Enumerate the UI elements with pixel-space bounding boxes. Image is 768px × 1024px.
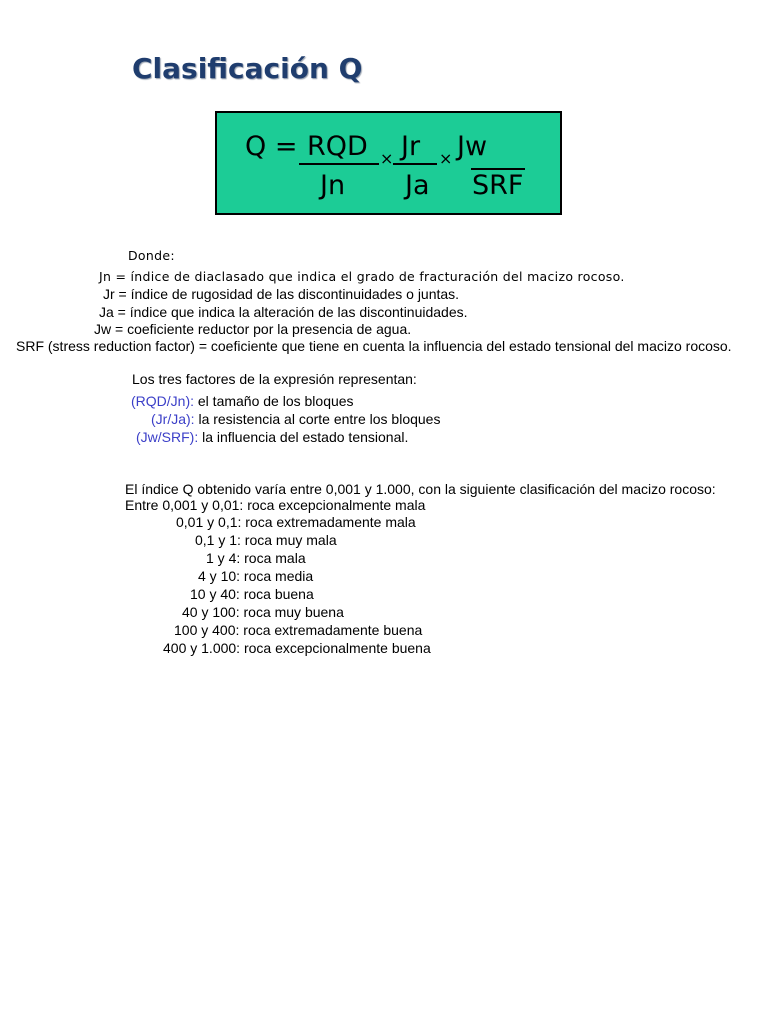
definition-jw: Jw = coeficiente reductor por la presencia de agua. <box>94 321 412 337</box>
factor-desc: la influencia del estado tensional. <box>198 429 409 445</box>
factor-item <box>131 393 354 409</box>
times-sign-1: × <box>380 149 394 168</box>
fraction-line-rqd-jn <box>299 163 379 165</box>
factor-item <box>136 429 408 445</box>
definition-srf: SRF (stress reduction factor) = coeficiente que tiene en cuenta la influencia del estado tensional del macizo rocoso. <box>16 338 732 354</box>
jr-numerator: Jr <box>401 131 421 162</box>
factor-item <box>151 411 440 427</box>
classification-row: 100 y 400: roca extremadamente buena <box>174 622 423 638</box>
classification-row: Entre 0,001 y 0,01: roca excepcionalmente mala <box>125 497 426 513</box>
ja-denominator: Ja <box>405 170 430 201</box>
factor-term: (Jr/Ja): <box>151 411 195 427</box>
definition-jr: Jr = índice de rugosidad de las discontinuidades o juntas. <box>103 286 460 302</box>
classification-intro: El índice Q obtenido varía entre 0,001 y 1.000, con la siguiente clasificación del macizo rocoso: <box>125 481 716 497</box>
q-equals: Q = <box>245 131 298 162</box>
definition-jn: Jn = índice de diaclasado que indica el grado de fracturación del macizo rocoso. <box>99 269 625 284</box>
rqd-numerator: RQD <box>307 131 368 162</box>
factor-term: (Jw/SRF): <box>136 429 199 445</box>
srf-denominator: SRF <box>472 170 524 201</box>
classification-row: 10 y 40: roca buena <box>190 586 314 602</box>
classification-row: 1 y 4: roca mala <box>206 550 306 566</box>
jn-denominator: Jn <box>320 170 346 201</box>
donde-label: Donde: <box>128 248 175 263</box>
fraction-line-jr-ja <box>393 163 437 165</box>
factor-term: (RQD/Jn): <box>131 393 194 409</box>
jw-numerator: Jw <box>457 131 488 162</box>
classification-row: 0,01 y 0,1: roca extremadamente mala <box>176 514 416 530</box>
definition-ja: Ja = índice que indica la alteración de las discontinuidades. <box>99 304 468 320</box>
q-formula-box <box>215 111 562 215</box>
page-title: Clasificación Q <box>132 52 363 85</box>
classification-row: 40 y 100: roca muy buena <box>182 604 344 620</box>
classification-row: 0,1 y 1: roca muy mala <box>195 532 337 548</box>
times-sign-2: × <box>439 149 453 168</box>
factor-desc: el tamaño de los bloques <box>194 393 354 409</box>
factors-intro: Los tres factores de la expresión representan: <box>132 371 417 387</box>
classification-row: 400 y 1.000: roca excepcionalmente buena <box>163 640 431 656</box>
factor-desc: la resistencia al corte entre los bloques <box>194 411 441 427</box>
classification-row: 4 y 10: roca media <box>198 568 314 584</box>
